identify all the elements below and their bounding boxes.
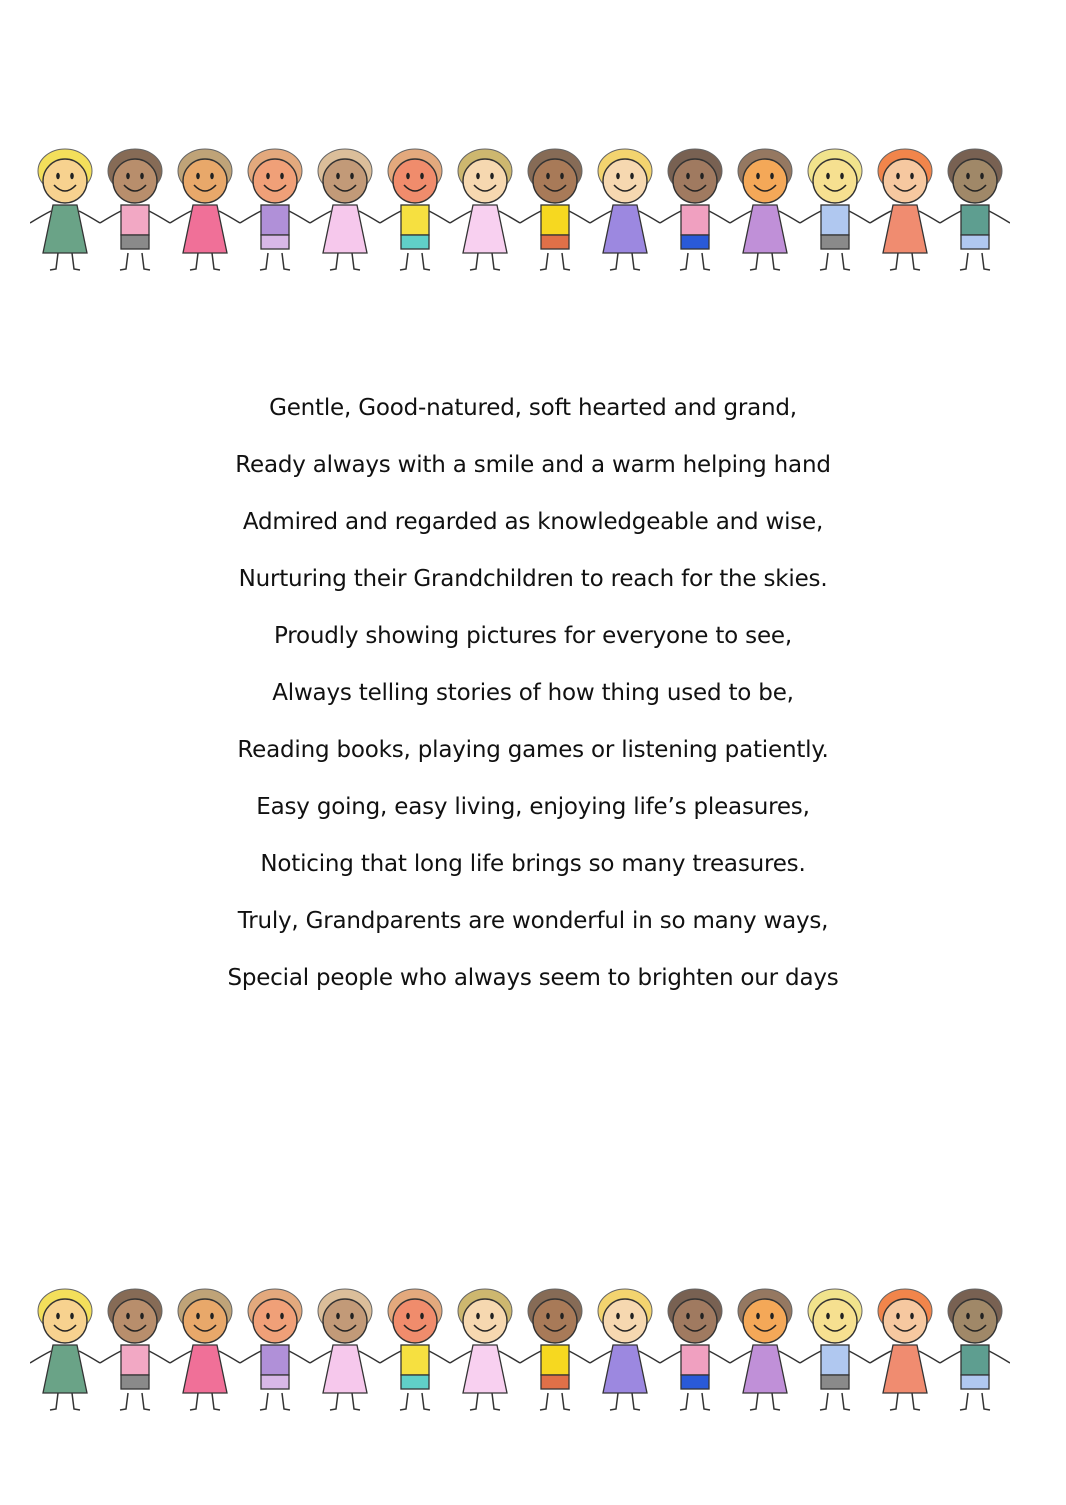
poem-line: Easy going, easy living, enjoying life’s pleasures, [256, 794, 810, 820]
poem-line: Nurturing their Grandchildren to reach for the skies. [238, 566, 828, 592]
poem-line: Always telling stories of how thing used to be, [272, 680, 794, 706]
child-figure [660, 149, 730, 270]
child-figure [170, 1289, 240, 1410]
poem-line: Noticing that long life brings so many treasures. [260, 851, 806, 877]
child-figure [240, 1289, 310, 1410]
children-illustration [30, 145, 1010, 275]
child-figure [660, 1289, 730, 1410]
poem-line: Truly, Grandparents are wonderful in so many ways, [237, 908, 829, 934]
children-border-top [30, 145, 1010, 275]
child-figure [30, 1289, 100, 1410]
child-figure [730, 149, 800, 270]
child-figure [870, 149, 940, 270]
children-illustration [30, 1285, 1010, 1415]
poem-line: Admired and regarded as knowledgeable and wise, [242, 509, 824, 535]
poem-line: Gentle, Good-natured, soft hearted and grand, [269, 395, 797, 421]
child-figure [940, 149, 1010, 270]
child-figure [590, 1289, 660, 1410]
child-figure [800, 149, 870, 270]
child-figure [170, 149, 240, 270]
child-figure [240, 149, 310, 270]
child-figure [380, 149, 450, 270]
child-figure [30, 149, 100, 270]
child-figure [730, 1289, 800, 1410]
child-figure [450, 149, 520, 270]
child-figure [450, 1289, 520, 1410]
child-figure [100, 1289, 170, 1410]
child-figure [310, 1289, 380, 1410]
child-figure [310, 149, 380, 270]
child-figure [870, 1289, 940, 1410]
poem-line: Reading books, playing games or listening patiently. [237, 737, 829, 763]
poem [0, 380, 1066, 1007]
child-figure [100, 149, 170, 270]
child-figure [800, 1289, 870, 1410]
child-figure [380, 1289, 450, 1410]
child-figure [590, 149, 660, 270]
poem-line: Proudly showing pictures for everyone to see, [274, 623, 792, 649]
children-border-bottom [30, 1285, 1010, 1415]
child-figure [940, 1289, 1010, 1410]
poem-line: Ready always with a smile and a warm helping hand [235, 452, 831, 478]
poem-line: Special people who always seem to brighten our days [227, 965, 839, 991]
child-figure [520, 1289, 590, 1410]
child-figure [520, 149, 590, 270]
